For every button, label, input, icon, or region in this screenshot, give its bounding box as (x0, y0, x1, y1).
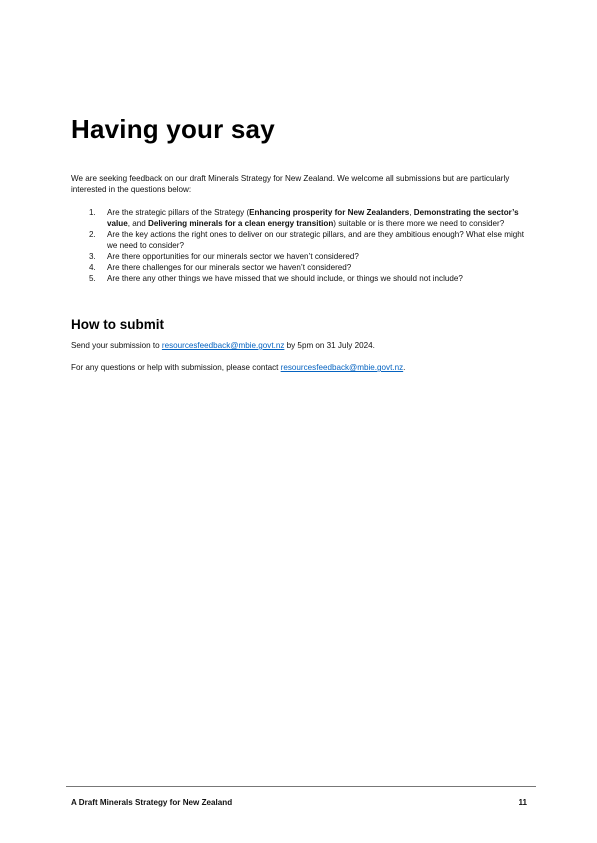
footer-page-number: 11 (518, 798, 527, 807)
help-email-link[interactable]: resourcesfeedback@mbie.govt.nz (280, 363, 404, 372)
question-item-4 (71, 262, 531, 273)
pillar-clean-energy: Delivering minerals for a clean energy transition (147, 219, 334, 228)
submission-paragraph (71, 340, 375, 351)
question-text-separator: , and (127, 219, 148, 228)
question-text: Are there any other things we have missed that we should include, or things we should not include? (107, 274, 463, 283)
help-paragraph (71, 362, 405, 373)
question-number: 4. (89, 263, 96, 272)
question-item-5 (71, 273, 531, 284)
pillar-value: Demonstrating the sector’s value (107, 208, 519, 228)
help-text: For any questions or help with submission, please contact (71, 363, 281, 372)
intro-paragraph: We are seeking feedback on our draft Minerals Strategy for New Zealand. We welcome all submissions but are particularly interested in the questions below: (71, 174, 510, 194)
question-number: 3. (89, 252, 96, 261)
submission-email-link[interactable]: resourcesfeedback@mbie.govt.nz (161, 341, 285, 350)
question-text: ) suitable or is there more we need to consider? (333, 219, 505, 228)
submission-deadline-text: by 5pm on 31 July 2024. (284, 341, 375, 350)
question-text-separator: , (409, 208, 414, 217)
question-item-2 (71, 229, 531, 251)
question-number: 2. (89, 230, 96, 239)
footer-document-title: A Draft Minerals Strategy for New Zealand (71, 798, 233, 807)
question-item-1 (71, 207, 531, 229)
question-text: Are there opportunities for our minerals sector we haven’t considered? (107, 252, 359, 261)
question-number: 1. (89, 208, 96, 217)
question-text: Are there challenges for our minerals sector we haven’t considered? (107, 263, 352, 272)
pillar-prosperity: Enhancing prosperity for New Zealanders (249, 208, 410, 217)
help-text-end: . (403, 363, 406, 372)
question-text: Are the strategic pillars of the Strategy ( (107, 208, 250, 217)
questions-list (71, 207, 531, 284)
question-item-3 (71, 251, 531, 262)
question-number: 5. (89, 274, 96, 283)
page-title: Having your say (71, 114, 275, 144)
how-to-submit-heading: How to submit (71, 317, 164, 332)
footer-divider (66, 786, 536, 787)
submission-text: Send your submission to (71, 341, 162, 350)
question-text: Are the key actions the right ones to deliver on our strategic pillars, and are they ambitious enough? What else might we need to consider? (107, 230, 525, 250)
